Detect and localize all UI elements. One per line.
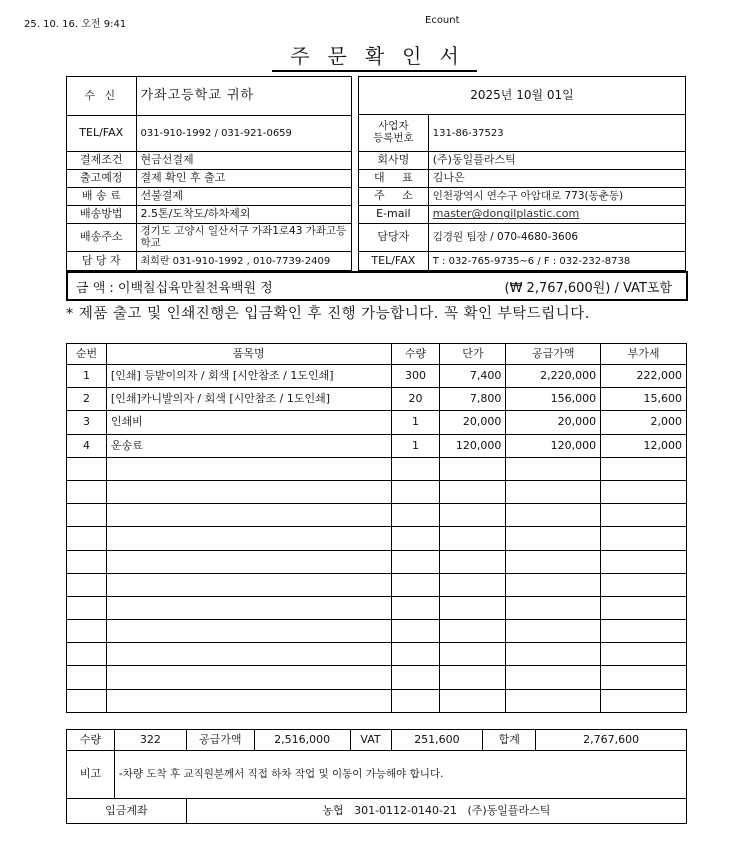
document-title: 주문확인서 xyxy=(0,40,749,69)
shipping-schedule-value: 결제 확인 후 출고 xyxy=(136,170,352,188)
table-row xyxy=(67,480,687,503)
item-unit-price xyxy=(440,527,506,550)
item-vat xyxy=(601,527,687,550)
remark-text: -차량 도착 후 교직원분께서 직접 하차 작업 및 이동이 가능해야 합니다. xyxy=(114,751,686,799)
item-no: 1 xyxy=(67,365,107,388)
item-supply xyxy=(506,620,601,643)
item-vat xyxy=(601,573,687,596)
manager-label: 담당자 xyxy=(359,224,429,252)
item-unit-price xyxy=(440,480,506,503)
item-supply: 2,220,000 xyxy=(506,365,601,388)
print-datetime: 25. 10. 16. 오전 9:41 xyxy=(24,19,127,30)
item-unit-price xyxy=(440,643,506,666)
item-no xyxy=(67,596,107,619)
table-row xyxy=(67,365,687,388)
ceo-label: 대 표 xyxy=(359,170,429,188)
item-no: 3 xyxy=(67,411,107,434)
item-vat xyxy=(601,689,687,712)
address-value: 인천광역시 연수구 아암대로 773(동춘동) xyxy=(428,188,685,206)
item-no xyxy=(67,480,107,503)
amount-box xyxy=(66,271,688,301)
item-no xyxy=(67,689,107,712)
col-header-supply: 공급가액 xyxy=(506,344,601,365)
ceo-value: 김나은 xyxy=(428,170,685,188)
item-supply xyxy=(506,666,601,689)
item-vat: 2,000 xyxy=(601,411,687,434)
item-qty xyxy=(391,550,440,573)
item-vat xyxy=(601,457,687,480)
tel-fax-value: 031-910-1992 / 031-921-0659 xyxy=(136,116,352,152)
col-header-vat: 부가세 xyxy=(601,344,687,365)
item-vat: 222,000 xyxy=(601,365,687,388)
item-unit-price: 120,000 xyxy=(440,434,506,457)
item-vat xyxy=(601,480,687,503)
item-vat: 12,000 xyxy=(601,434,687,457)
item-name: [인쇄]카니발의자 / 회색 [시안참조 / 1도인쇄] xyxy=(106,388,391,411)
item-no xyxy=(67,504,107,527)
item-qty xyxy=(391,527,440,550)
item-unit-price: 20,000 xyxy=(440,411,506,434)
company-name-label: 회사명 xyxy=(359,152,429,170)
item-qty xyxy=(391,480,440,503)
item-name: [인쇄] 등받이의자 / 회색 [시안참조 / 1도인쇄] xyxy=(106,365,391,388)
table-row xyxy=(67,689,687,712)
item-supply xyxy=(506,643,601,666)
table-row xyxy=(67,620,687,643)
total-vat-value: 251,600 xyxy=(391,730,483,751)
table-row xyxy=(67,666,687,689)
contact-person-value: 최희란 031-910-1992 , 010-7739-2409 xyxy=(136,252,352,271)
item-vat: 15,600 xyxy=(601,388,687,411)
item-vat xyxy=(601,620,687,643)
supplier-tel-fax-label: TEL/FAX xyxy=(359,252,429,271)
total-supply-label: 공급가액 xyxy=(186,730,254,751)
total-qty-value: 322 xyxy=(114,730,186,751)
item-name xyxy=(106,596,391,619)
item-name xyxy=(106,620,391,643)
shipping-schedule-label: 출고예정 xyxy=(67,170,137,188)
item-qty xyxy=(391,504,440,527)
item-supply xyxy=(506,457,601,480)
item-unit-price xyxy=(440,596,506,619)
contact-person-label: 담 당 자 xyxy=(67,252,137,271)
tel-fax-label: TEL/FAX xyxy=(67,116,137,152)
item-qty xyxy=(391,620,440,643)
item-name xyxy=(106,573,391,596)
email-label: E-mail xyxy=(359,206,429,224)
shipping-address-value: 경기도 고양시 일산서구 가좌1로43 가좌고등학교 xyxy=(136,224,352,252)
item-name xyxy=(106,550,391,573)
item-unit-price xyxy=(440,573,506,596)
item-qty xyxy=(391,596,440,619)
item-supply xyxy=(506,689,601,712)
items-table xyxy=(66,343,687,713)
item-supply: 120,000 xyxy=(506,434,601,457)
item-unit-price xyxy=(440,689,506,712)
item-no xyxy=(67,573,107,596)
table-row xyxy=(67,411,687,434)
item-vat xyxy=(601,666,687,689)
item-unit-price xyxy=(440,666,506,689)
total-vat-label: VAT xyxy=(350,730,391,751)
item-name xyxy=(106,527,391,550)
grand-total-value: 2,767,600 xyxy=(536,730,687,751)
item-no xyxy=(67,643,107,666)
item-name xyxy=(106,480,391,503)
item-qty: 20 xyxy=(391,388,440,411)
business-number-label: 사업자 등록번호 xyxy=(359,115,429,152)
shipping-fee-value: 선불결제 xyxy=(136,188,352,206)
col-header-qty: 수량 xyxy=(391,344,440,365)
item-name xyxy=(106,457,391,480)
item-name xyxy=(106,666,391,689)
item-qty xyxy=(391,573,440,596)
item-no xyxy=(67,620,107,643)
item-no xyxy=(67,666,107,689)
item-qty xyxy=(391,457,440,480)
item-supply: 20,000 xyxy=(506,411,601,434)
item-unit-price: 7,400 xyxy=(440,365,506,388)
item-no xyxy=(67,457,107,480)
table-row xyxy=(67,504,687,527)
company-name-value: (주)동일플라스틱 xyxy=(428,152,685,170)
item-qty: 300 xyxy=(391,365,440,388)
item-name xyxy=(106,504,391,527)
total-qty-label: 수량 xyxy=(67,730,115,751)
grand-total-label: 합계 xyxy=(483,730,536,751)
shipping-method-value: 2.5톤/도착도/하차제외 xyxy=(136,206,352,224)
payment-terms-value: 현금선결제 xyxy=(136,152,352,170)
item-supply xyxy=(506,480,601,503)
item-supply: 156,000 xyxy=(506,388,601,411)
item-name: 인쇄비 xyxy=(106,411,391,434)
item-vat xyxy=(601,643,687,666)
notice-text: * 제품 출고 및 인쇄진행은 입금확인 후 진행 가능합니다. 꼭 확인 부탁드립니다. xyxy=(66,306,590,322)
item-qty xyxy=(391,643,440,666)
item-no: 2 xyxy=(67,388,107,411)
item-no xyxy=(67,550,107,573)
total-supply-value: 2,516,000 xyxy=(254,730,350,751)
shipping-method-label: 배송방법 xyxy=(67,206,137,224)
payment-terms-label: 결제조건 xyxy=(67,152,137,170)
amount-korean: 금 액 : 이백칠십육만칠천육백원 정 xyxy=(76,280,273,296)
remark-label: 비고 xyxy=(67,751,115,799)
recipient-label: 수 신 xyxy=(67,77,137,116)
col-header-no: 순번 xyxy=(67,344,107,365)
address-label: 주 소 xyxy=(359,188,429,206)
totals-table xyxy=(66,729,687,799)
item-vat xyxy=(601,550,687,573)
shipping-fee-label: 배 송 료 xyxy=(67,188,137,206)
col-header-item: 품목명 xyxy=(106,344,391,365)
table-row xyxy=(67,388,687,411)
table-row xyxy=(67,643,687,666)
recipient-name: 가좌고등학교 귀하 xyxy=(136,77,352,116)
order-date: 2025년 10월 01일 xyxy=(359,77,686,115)
items-header-row xyxy=(67,344,687,365)
bank-table xyxy=(66,798,687,824)
item-unit-price xyxy=(440,504,506,527)
item-supply xyxy=(506,527,601,550)
item-unit-price xyxy=(440,457,506,480)
item-qty xyxy=(391,689,440,712)
table-row xyxy=(67,550,687,573)
amount-number: (₩ 2,767,600원) / VAT포함 xyxy=(504,280,672,296)
item-qty: 1 xyxy=(391,434,440,457)
item-unit-price: 7,800 xyxy=(440,388,506,411)
item-qty xyxy=(391,666,440,689)
item-name: 운송료 xyxy=(106,434,391,457)
item-supply xyxy=(506,550,601,573)
email-link[interactable]: master@dongilplastic.com xyxy=(432,207,580,221)
item-no: 4 xyxy=(67,434,107,457)
business-number-value: 131-86-37523 xyxy=(428,115,685,152)
manager-value: 김경원 팀장 / 070-4680-3606 xyxy=(428,224,685,252)
item-vat xyxy=(601,596,687,619)
bank-label: 입금계좌 xyxy=(67,799,187,824)
supplier-table xyxy=(358,76,686,271)
item-supply xyxy=(506,573,601,596)
table-row xyxy=(67,434,687,457)
item-unit-price xyxy=(440,550,506,573)
supplier-tel-fax-value: T : 032-765-9735~6 / F : 032-232-8738 xyxy=(428,252,685,271)
table-row xyxy=(67,573,687,596)
item-name xyxy=(106,643,391,666)
item-name xyxy=(106,689,391,712)
table-row xyxy=(67,596,687,619)
item-vat xyxy=(601,504,687,527)
item-no xyxy=(67,527,107,550)
item-qty: 1 xyxy=(391,411,440,434)
bank-account: 농협 301-0112-0140-21 (주)동일플라스틱 xyxy=(186,799,686,824)
table-row xyxy=(67,457,687,480)
print-page-title: Ecount xyxy=(425,15,460,26)
item-supply xyxy=(506,596,601,619)
table-row xyxy=(67,527,687,550)
recipient-table xyxy=(66,76,352,271)
col-header-unit-price: 단가 xyxy=(440,344,506,365)
shipping-address-label: 배송주소 xyxy=(67,224,137,252)
item-unit-price xyxy=(440,620,506,643)
item-supply xyxy=(506,504,601,527)
